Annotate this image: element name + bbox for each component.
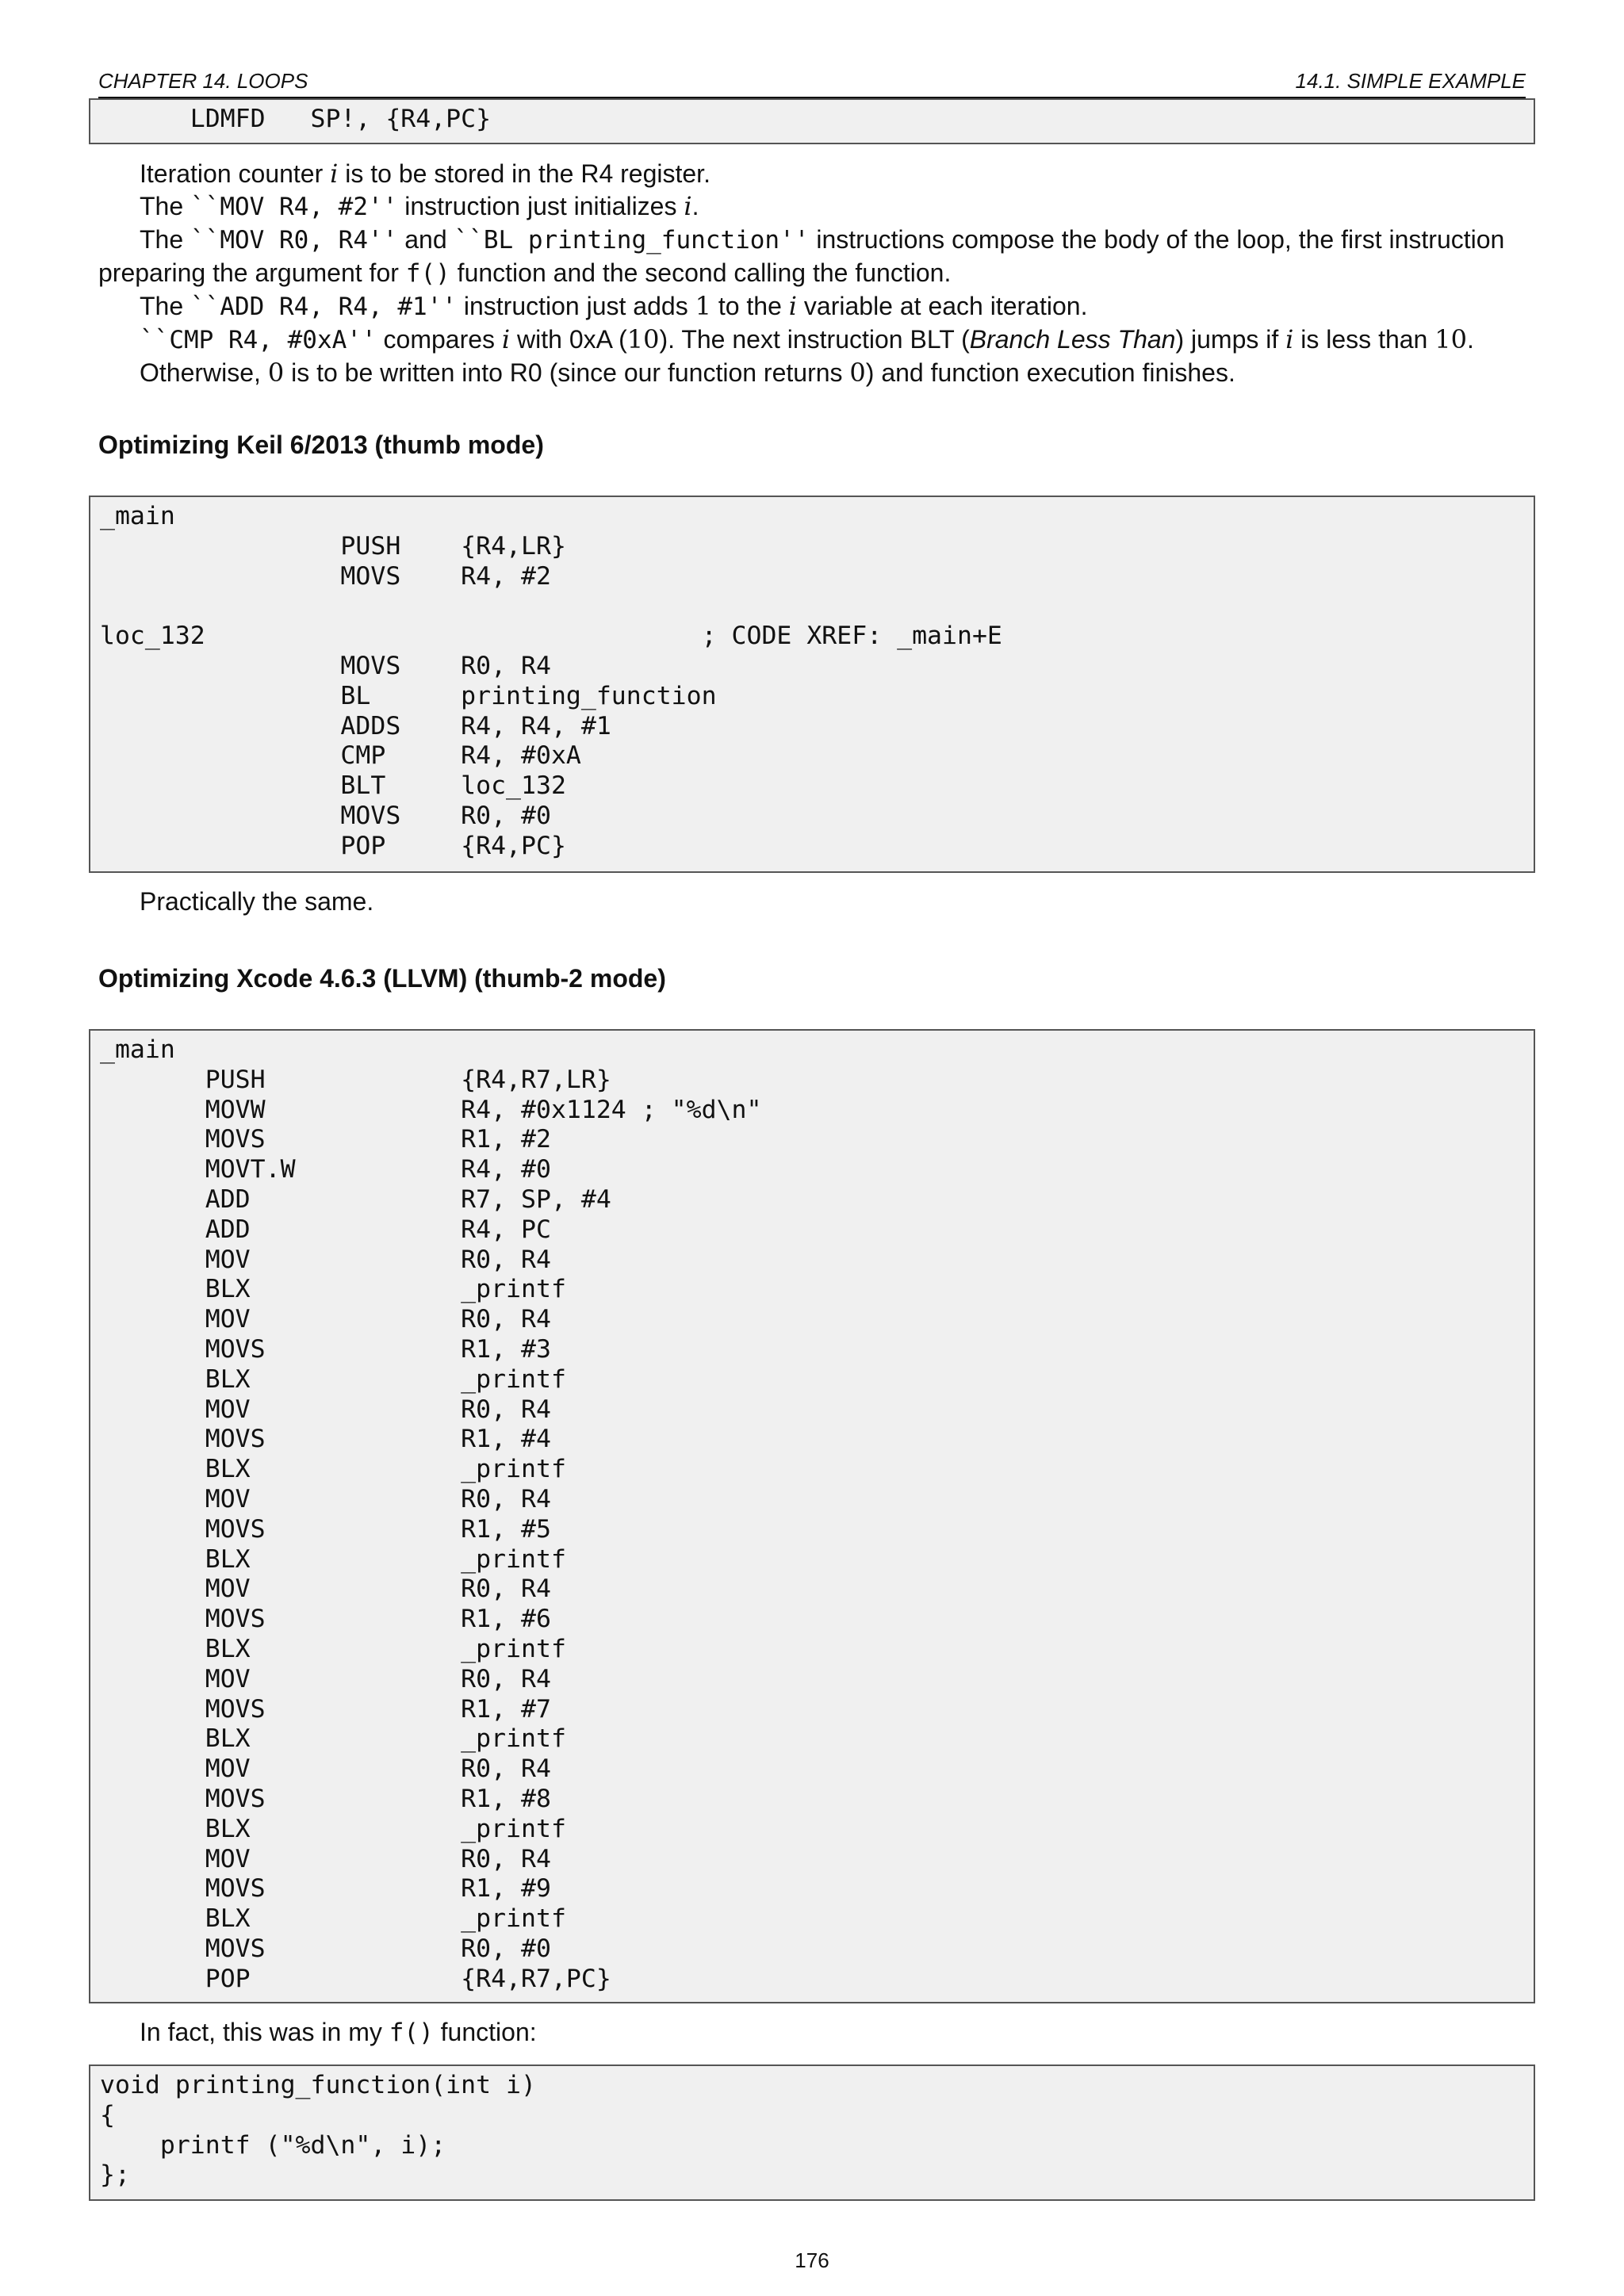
code-block-c-function: void printing_function(int i) { printf ("%d\n", i); }; bbox=[89, 2064, 1535, 2201]
paragraph-loop-body: The ``MOV R0, R4'' and ``BL printing_function'' instructions compose the body of the loop, the first instruction preparing the argument for f() function and the second calling the function. bbox=[98, 225, 1505, 288]
running-header bbox=[98, 70, 1526, 98]
chapter-title: CHAPTER 14. LOOPS bbox=[98, 69, 308, 93]
paragraph-add-increment: The ``ADD R4, R4, #1'' instruction just adds 1 to the i variable at each iteration. bbox=[140, 291, 1088, 321]
paragraph-cmp-blt: ``CMP R4, #0xA'' compares i with 0xA (10). The next instruction BLT (Branch Less Than) jumps if i is less than 10. bbox=[140, 324, 1474, 354]
page-number: 176 bbox=[795, 2248, 829, 2272]
paragraph-mov-init: The ``MOV R4, #2'' instruction just initializes i. bbox=[140, 191, 699, 221]
paragraph-otherwise: Otherwise, 0 is to be written into R0 (since our function returns 0) and function execution finishes. bbox=[140, 358, 1235, 388]
section-heading-xcode: Optimizing Xcode 4.6.3 (LLVM) (thumb-2 mode) bbox=[98, 964, 666, 993]
paragraph-in-fact: In fact, this was in my f() function: bbox=[140, 2018, 537, 2047]
paragraph-practically-same: Practically the same. bbox=[140, 887, 374, 916]
paragraph-iteration-counter: Iteration counter i is to be stored in the R4 register. bbox=[140, 159, 710, 189]
section-title: 14.1. SIMPLE EXAMPLE bbox=[1295, 69, 1526, 93]
section-heading-keil: Optimizing Keil 6/2013 (thumb mode) bbox=[98, 430, 544, 459]
code-block-xcode: _main PUSH {R4,R7,LR} MOVW R4, #0x1124 ; "%d\n" MOVS R1, #2 MOVT.W R4, #0 ADD R7, SP, #4 ADD R4, PC MOV R0, R4 BLX _printf MOV R0, R4 MOVS R1, #3 BLX _printf MOV R0, R4 MOVS R1, #4 BLX _printf MOV R0, R4 MOVS R1, #5 BLX _printf MOV R0, R4 MOVS R1, #6 BLX _printf MOV R0, R4 MOVS R1, #7 BLX _printf MOV R0, R4 MOVS R1, #8 BLX _printf MOV R0, R4 MOVS R1, #9 BLX _printf MOVS R0, #0 POP {R4,R7,PC} bbox=[89, 1029, 1535, 2003]
code-block-continued: LDMFD SP!, {R4,PC} bbox=[89, 98, 1535, 144]
explanation-text bbox=[98, 158, 1535, 389]
code-block-keil: _main PUSH {R4,LR} MOVS R4, #2 loc_132 ; CODE XREF: _main+E MOVS R0, R4 BL printing_function ADDS R4, R4, #1 CMP R4, #0xA BLT loc_132 MOVS R0, #0 POP {R4,PC} bbox=[89, 496, 1535, 873]
